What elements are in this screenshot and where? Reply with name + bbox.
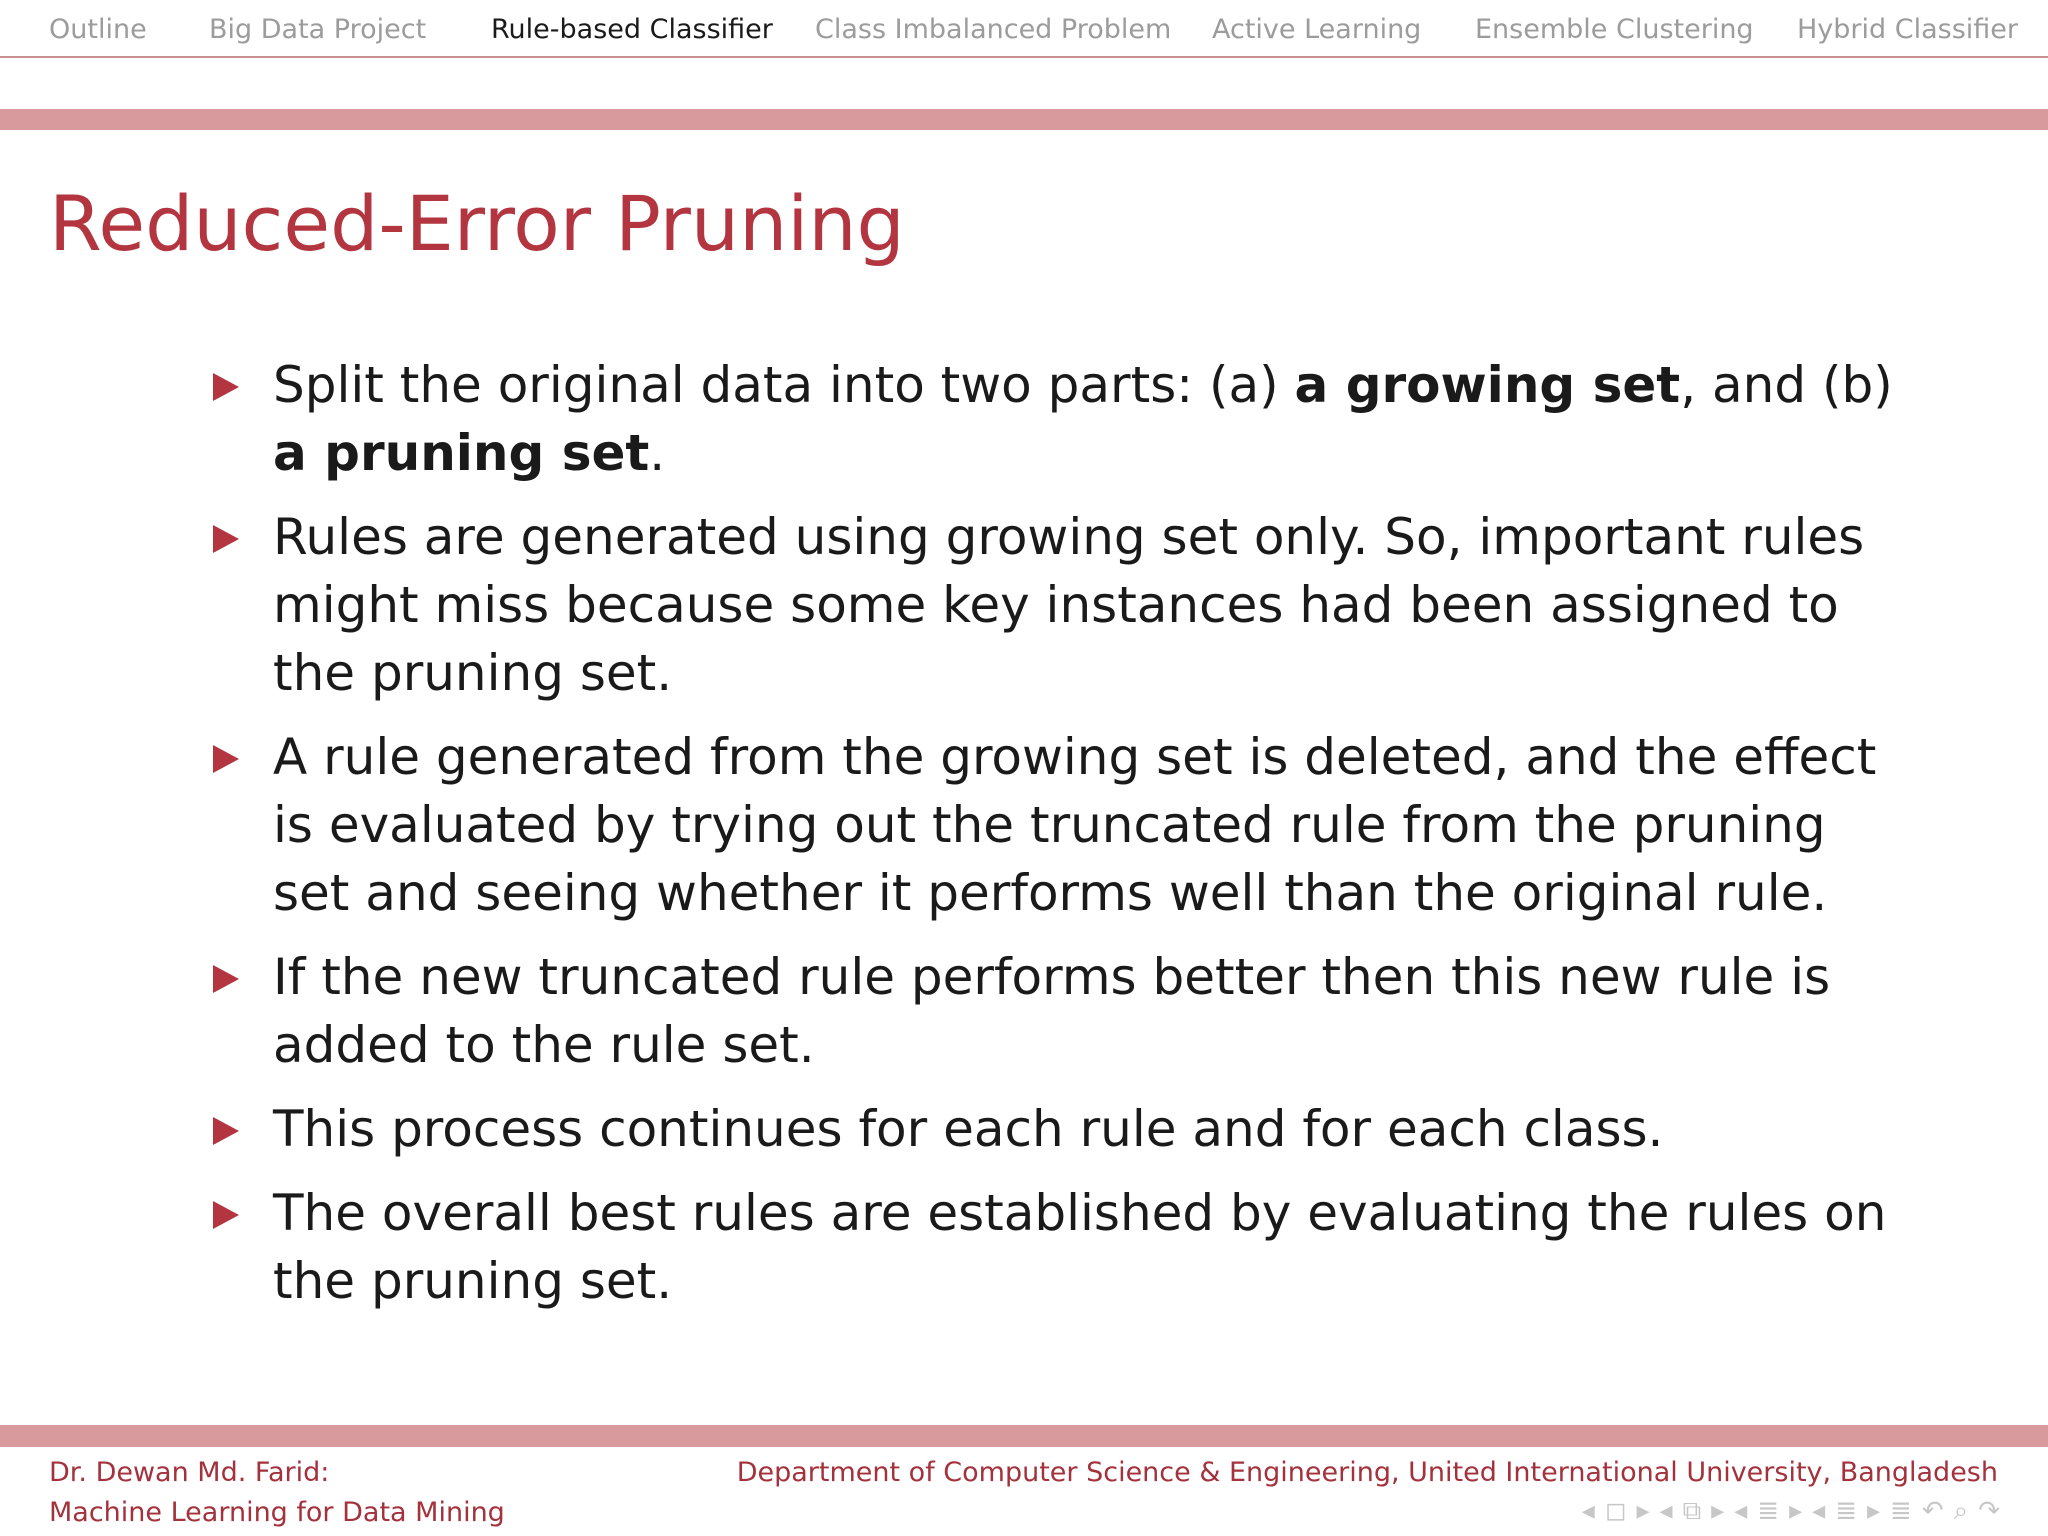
document-icon[interactable]: ≣	[1835, 1496, 1857, 1526]
bullet-text: If the new truncated rule performs better then this new rule is added to the rule set.	[273, 948, 1831, 1074]
bullet-item	[210, 503, 1900, 707]
frame-icon[interactable]: ◻	[1604, 1496, 1627, 1526]
bullet-text: Rules are generated using growing set only. So, important rules might miss because some key instances had been assigned to the pruning set.	[273, 508, 1865, 702]
bullet-text: A rule generated from the growing set is deleted, and the effect is evaluated by trying out the truncated rule from the pruning set and seeing whether it performs well than the original rule.	[273, 728, 1877, 922]
triangle-bullet-icon	[213, 745, 239, 773]
bullet-text: .	[649, 424, 666, 482]
subsection-icon[interactable]: ⧉	[1682, 1496, 1702, 1526]
bullet-text: Split the original data into two parts: (a)	[273, 356, 1295, 414]
outline-icon[interactable]: ≣	[1890, 1496, 1912, 1526]
next-document-icon[interactable]: ▸	[1866, 1496, 1881, 1526]
bullet-item	[210, 351, 1900, 487]
triangle-bullet-icon	[213, 525, 239, 553]
nav-item-big-data-project[interactable]: Big Data Project	[209, 14, 427, 45]
nav-item-rule-based-classifier[interactable]: Rule-based Classifier	[491, 14, 773, 45]
prev-document-icon[interactable]: ◂	[1812, 1496, 1826, 1526]
prev-subsection-icon[interactable]: ◂	[1659, 1496, 1673, 1526]
triangle-bullet-icon	[213, 965, 239, 993]
bullet-list	[210, 351, 1900, 1331]
footer-band	[0, 1425, 2048, 1447]
triangle-bullet-icon	[213, 373, 239, 401]
bullet-item	[210, 1179, 1900, 1315]
nav-item-outline[interactable]: Outline	[49, 14, 147, 45]
bullet-text: This process continues for each rule and for each class.	[273, 1100, 1664, 1158]
next-section-icon[interactable]: ▸	[1789, 1496, 1803, 1526]
beamer-navigation-controls	[1582, 1494, 2000, 1528]
triangle-bullet-icon	[213, 1117, 239, 1145]
bullet-item	[210, 723, 1900, 927]
section-navigation	[0, 0, 2048, 58]
nav-item-hybrid-classifier[interactable]: Hybrid Classifier	[1797, 14, 2018, 45]
nav-item-active-learning[interactable]: Active Learning	[1212, 14, 1422, 45]
bullet-bold-text: a pruning set	[273, 424, 650, 482]
back-icon[interactable]: ↶	[1921, 1496, 1944, 1526]
nav-item-ensemble-clustering[interactable]: Ensemble Clustering	[1475, 14, 1754, 45]
next-frame-icon[interactable]: ▸	[1636, 1496, 1650, 1526]
prev-frame-icon[interactable]: ◂	[1581, 1496, 1595, 1526]
footer-course: Machine Learning for Data Mining	[49, 1497, 505, 1528]
section-icon[interactable]: ≣	[1757, 1496, 1780, 1526]
bullet-bold-text: a growing set	[1294, 356, 1681, 414]
footer-author: Dr. Dewan Md. Farid:	[49, 1457, 330, 1488]
header-band	[0, 109, 2048, 130]
search-icon[interactable]: ⌕	[1953, 1496, 1969, 1526]
bullet-item	[210, 1095, 1900, 1163]
forward-icon[interactable]: ↷	[1978, 1496, 2000, 1526]
triangle-bullet-icon	[213, 1201, 239, 1229]
bullet-text: The overall best rules are established by evaluating the rules on the pruning set.	[273, 1184, 1887, 1310]
bullet-text: , and (b)	[1680, 356, 1893, 414]
bullet-item	[210, 943, 1900, 1079]
prev-section-icon[interactable]: ◂	[1734, 1496, 1748, 1526]
nav-item-class-imbalanced-problem[interactable]: Class Imbalanced Problem	[815, 14, 1172, 45]
next-subsection-icon[interactable]: ▸	[1711, 1496, 1725, 1526]
footer-department: Department of Computer Science & Engineering, United International University, Bangladesh	[736, 1457, 1998, 1488]
slide-title: Reduced-Error Pruning	[49, 179, 905, 268]
